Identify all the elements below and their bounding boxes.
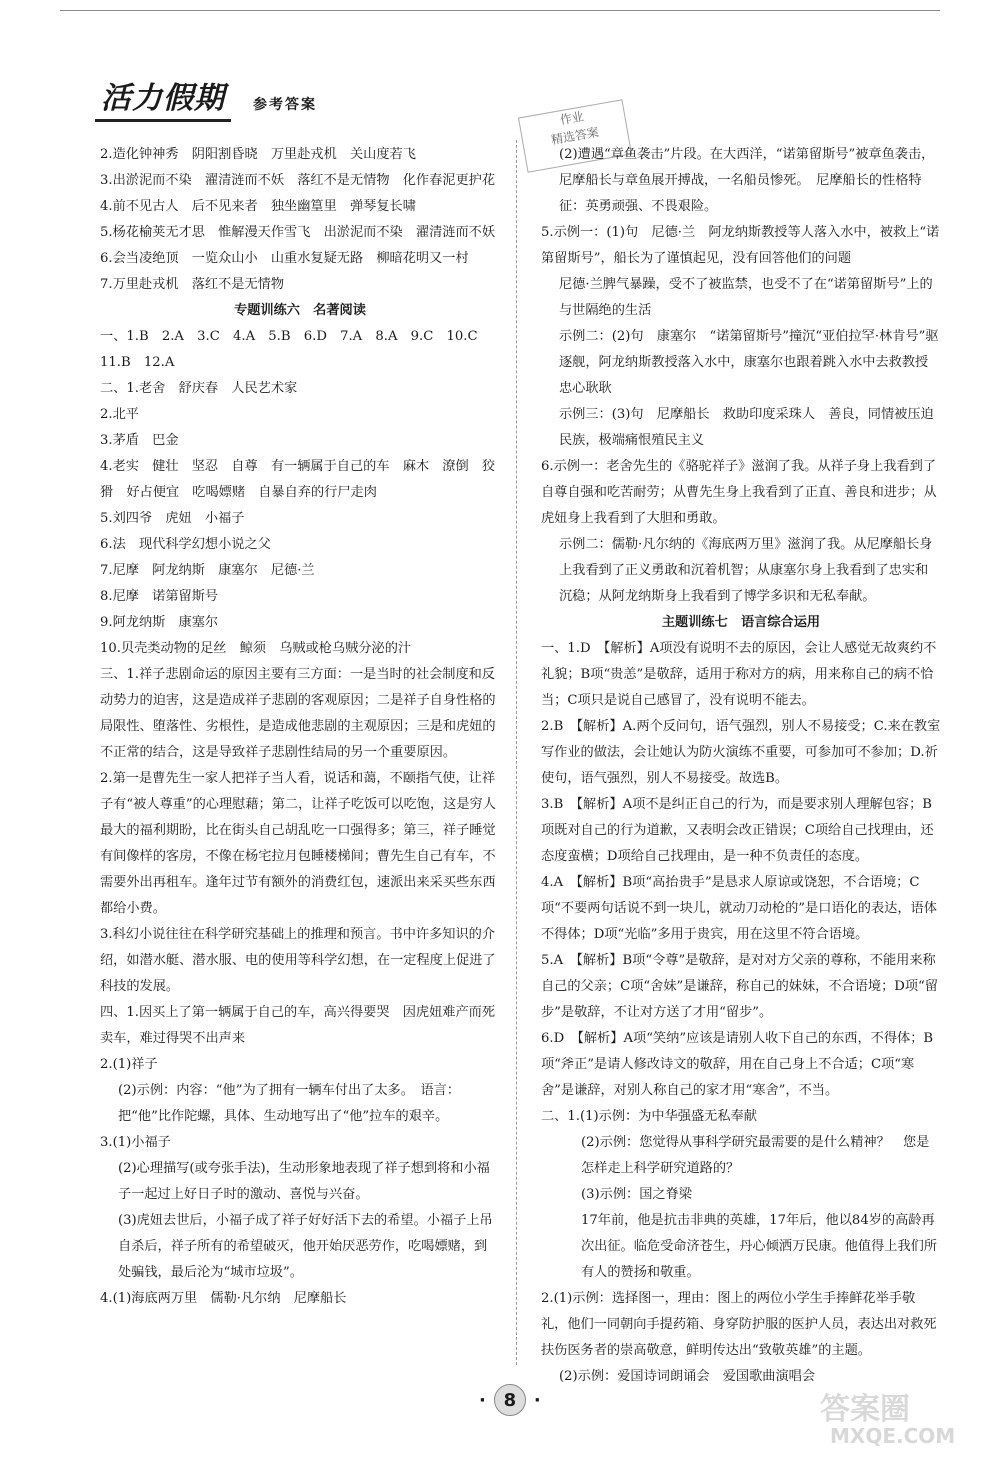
left-column-line: 2.造化钟神秀 阴阳割昏晓 万里赴戎机 关山度若飞 xyxy=(100,147,416,162)
right-column-line: 17年前，他是抗击非典的英雄，17年后，他以84岁的高龄再次出征。临危受命济苍生，丹心倾洒万民康。他值得上我们所有人的赞扬和敬重。 xyxy=(581,1213,938,1280)
watermark-url: MXQE.COM xyxy=(830,1424,956,1448)
right-column-line: 示例三：(3)句 尼摩船长 救助印度采珠人 善良，同情被压迫民族，极端痛恨殖民主义 xyxy=(559,407,934,448)
right-column-line: 6.示例一：老舍先生的《骆驼祥子》滋润了我。从祥子身上我看到了自尊自强和吃苦耐劳；从曹先生身上我看到了正直、善良和进步；从虎妞身上我看到了大胆和勇敢。 xyxy=(541,459,937,526)
right-column-line: 2.B 【解析】A.两个反问句，语气强烈，别人不易接受；C.来在教室写作业的做法，会让她认为防火演练不重要，可参加可不参加；D.祈使句，语气强烈，别人不易接受。故选B。 xyxy=(541,719,941,786)
left-column-line: 6.会当凌绝顶 一览众山小 山重水复疑无路 柳暗花明又一村 xyxy=(100,251,469,266)
top-rule xyxy=(60,10,940,11)
left-column-line: 二、1.老舍 舒庆春 人民艺术家 xyxy=(100,381,298,396)
watermark-logo: 答案圈 xyxy=(820,1392,910,1427)
left-column-line: 7.万里赴戎机 落红不是无情物 xyxy=(100,277,285,292)
left-column-line: 5.刘四爷 虎妞 小福子 xyxy=(100,511,245,526)
left-column-line: 9.阿龙纳斯 康塞尔 xyxy=(100,615,219,630)
page-number xyxy=(479,1384,541,1416)
stamp-line-2: 精选答案 xyxy=(550,124,600,148)
left-column-line: 6.法 现代科学幻想小说之父 xyxy=(100,537,271,552)
left-column-line: (2)心理描写(或夸张手法)，生动形象地表现了祥子想到将和小福子一起过上好日子时的激动、喜悦与兴奋。 xyxy=(118,1161,490,1202)
left-column-line: 10.贝壳类动物的足丝 鲸须 乌贼或枪乌贼分泌的汁 xyxy=(100,641,412,656)
right-column-line: 5.A 【解析】B项“令尊”是敬辞，是对对方父亲的尊称，不能用来称自己的父亲；C项“舍妹”是谦辞，称自己的妹妹，不合语境；D项“留步”是敬辞，不让对方送了才用“留步”。 xyxy=(541,953,938,1020)
left-column-line: 3.科幻小说往往在科学研究基础上的推理和预言。书中许多知识的介绍，如潜水艇、潜水服、电的使用等科学幻想，在一定程度上促进了科技的发展。 xyxy=(100,927,496,994)
left-column-line: 2.第一是曹先生一家人把祥子当人看，说话和蔼，不颐指气使，让祥子有“被人尊重”的心理慰藉；第二，让祥子吃饭可以吃饱，这是穷人最大的福利期盼，比在街头自己胡乱吃一口强得多；第三，祥子睡觉有间像样的客房，不像在杨宅拉月包睡楼梯间；曹先生自己有车，不需要外出再租车。逢年过节有额外的消费红包，速派出来采买些东西都给小费。 xyxy=(100,771,496,916)
column-divider xyxy=(516,140,517,1365)
left-column xyxy=(100,142,500,1312)
left-column-line: 2.(1)祥子 xyxy=(100,1057,158,1072)
right-column-line: 2.(1)示例：选择图一，理由：图上的两位小学生手捧鲜花举手敬礼，他们一同朝向手提药箱、身穿防护服的医护人员，表达出对救死扶伤医务者的崇高敬意，鲜明传达出“致敬英雄”的主题。 xyxy=(541,1291,937,1358)
right-column-line: 一、1.D 【解析】A项没有说明不去的原因，会让人感觉无故爽约不礼貌；B项“贵恙”是敬辞，适用于称对方的病，用来称自己的病不恰当；C项只是说自己感冒了，没有说明不能去。 xyxy=(541,641,937,708)
left-column-line: 4.前不见古人 后不见来者 独坐幽篁里 弹琴复长啸 xyxy=(100,199,416,214)
left-column-line: 3.出淤泥而不染 濯清涟而不妖 落红不是无情物 化作春泥更护花 xyxy=(100,173,496,188)
right-column-line: 主题训练七 语言综合运用 xyxy=(661,615,821,630)
right-column-line: 尼德·兰脾气暴躁，受不了被监禁，也受不了在“诺第留斯号”上的与世隔绝的生活 xyxy=(559,277,933,318)
left-column-line: 三、1.祥子悲剧命运的原因主要有三方面：一是当时的社会制度和反动势力的迫害，这是造成祥子悲剧的客观原因；二是祥子自身性格的局限性、堕落性、劣根性，是造成他悲剧的主观原因；三是和虎妞的不正常的结合，这是导致祥子悲剧性结局的另一个重要原因。 xyxy=(100,667,496,760)
right-column-line: 4.A 【解析】B项“高抬贵手”是恳求人原谅或饶恕，不合语境；C项“不要两句话说不到一块儿，就动刀动枪的”是口语化的表达，语体不得体；D项“光临”多用于贵宾，用在这里不符合语境。 xyxy=(541,875,937,942)
right-column-line: 示例二：(2)句 康塞尔 “诺第留斯号”撞沉“亚伯拉罕·林肯号”驱逐舰，阿龙纳斯教授落入水中，康塞尔也跟着跳入水中去救教授 忠心耿耿 xyxy=(559,329,941,396)
left-column-line: 3.茅盾 巴金 xyxy=(100,433,179,448)
left-column-line: 3.(1)小福子 xyxy=(100,1135,171,1150)
right-column-line: (3)示例：国之脊梁 xyxy=(581,1187,692,1202)
right-column-line: (2)示例：您觉得从事科学研究最需要的是什么精神？ 您是怎样走上科学研究道路的？ xyxy=(581,1135,930,1176)
left-column-line: (2)示例：内容：“他”为了拥有一辆车付出了太多。 语言：把“他”比作陀螺，具体、生动地写出了“他”拉车的艰辛。 xyxy=(118,1083,461,1124)
left-column-line: 4.(1)海底两万里 儒勒·凡尔纳 尼摩船长 xyxy=(100,1291,347,1306)
right-column-line: (2)示例：爱国诗词朗诵会 爱国歌曲演唱会 xyxy=(559,1369,816,1384)
left-column-line: 一、1.B 2.A 3.C 4.A 5.B 6.D 7.A 8.A 9.C 10.C xyxy=(100,329,478,344)
right-column-line: (2)遭遇“章鱼袭击”片段。在大西洋，“诺第留斯号”被章鱼袭击，尼摩船长与章鱼展开搏战，一名船员惨死。 尼摩船长的性格特征：英勇顽强、不畏艰险。 xyxy=(559,147,935,214)
stamp-line-1: 作业 xyxy=(558,109,585,128)
page-subtitle: 参考答案 xyxy=(253,97,317,113)
left-column-line: 11.B 12.A xyxy=(100,355,175,370)
brand-logo: 活力假期 xyxy=(95,73,231,122)
page-number-dot-left: · xyxy=(479,1389,486,1411)
right-column-line: 6.D 【解析】A项“笑纳”应该是请别人收下自己的东西，不得体；B项“斧正”是请人修改诗文的敬辞，用在自己身上不合适；C项“寒舍”是谦辞，对别人称自己的家才用“寒舍”，不当。 xyxy=(541,1031,934,1098)
right-column xyxy=(541,142,941,1390)
right-column-line: 5.示例一：(1)句 尼德·兰 阿龙纳斯教授等人落入水中，被救上“诺第留斯号”，船长为了谨慎起见，没有回答他们的问题 xyxy=(541,225,940,266)
left-column-line: 专题训练六 名著阅读 xyxy=(234,303,366,318)
left-column-line: 8.尼摩 诺第留斯号 xyxy=(100,589,219,604)
left-column-line: 四、1.因买上了第一辆属于自己的车，高兴得要哭 因虎妞难产而死卖车，难过得哭不出声来 xyxy=(100,1005,496,1046)
right-column-line: 示例二：儒勒·凡尔纳的《海底两万里》滋润了我。从尼摩船长身上我看到了正义勇敢和沉着机智；从康塞尔身上我看到了忠实和沉稳；从阿龙纳斯身上我看到了博学多识和无私奉献。 xyxy=(559,537,933,604)
page-number-value: 8 xyxy=(494,1384,526,1416)
right-column-line: 二、1.(1)示例：为中华强盛无私奉献 xyxy=(541,1109,757,1124)
left-column-line: 4.老实 健壮 坚忍 自尊 有一辆属于自己的车 麻木 潦倒 狡猾 好占便宜 吃喝嫖赌 自暴自弃的行尸走肉 xyxy=(100,459,496,500)
page-header xyxy=(95,72,317,122)
right-column-line: 3.B 【解析】A项不是纠正自己的行为，而是要求别人理解包容；B项既对自己的行为道歉，又表明会改正错误；C项给自己找理由，还态度蛮横；D项给自己找理由，是一种不负责任的态度。 xyxy=(541,797,934,864)
left-column-line: 5.杨花榆荚无才思 惟解漫天作雪飞 出淤泥而不染 濯清涟而不妖 xyxy=(100,225,496,240)
page-number-dot-right: · xyxy=(533,1389,541,1411)
left-column-line: (3)虎妞去世后，小福子成了祥子好好活下去的希望。小福子上吊自杀后，祥子所有的希望破灭，他开始厌恶劳作，吃喝嫖赌，到处骗钱，最后沦为“城市垃圾”。 xyxy=(118,1213,493,1280)
left-column-line: 7.尼摩 阿龙纳斯 康塞尔 尼德·兰 xyxy=(100,563,315,578)
left-column-line: 2.北平 xyxy=(100,407,139,422)
